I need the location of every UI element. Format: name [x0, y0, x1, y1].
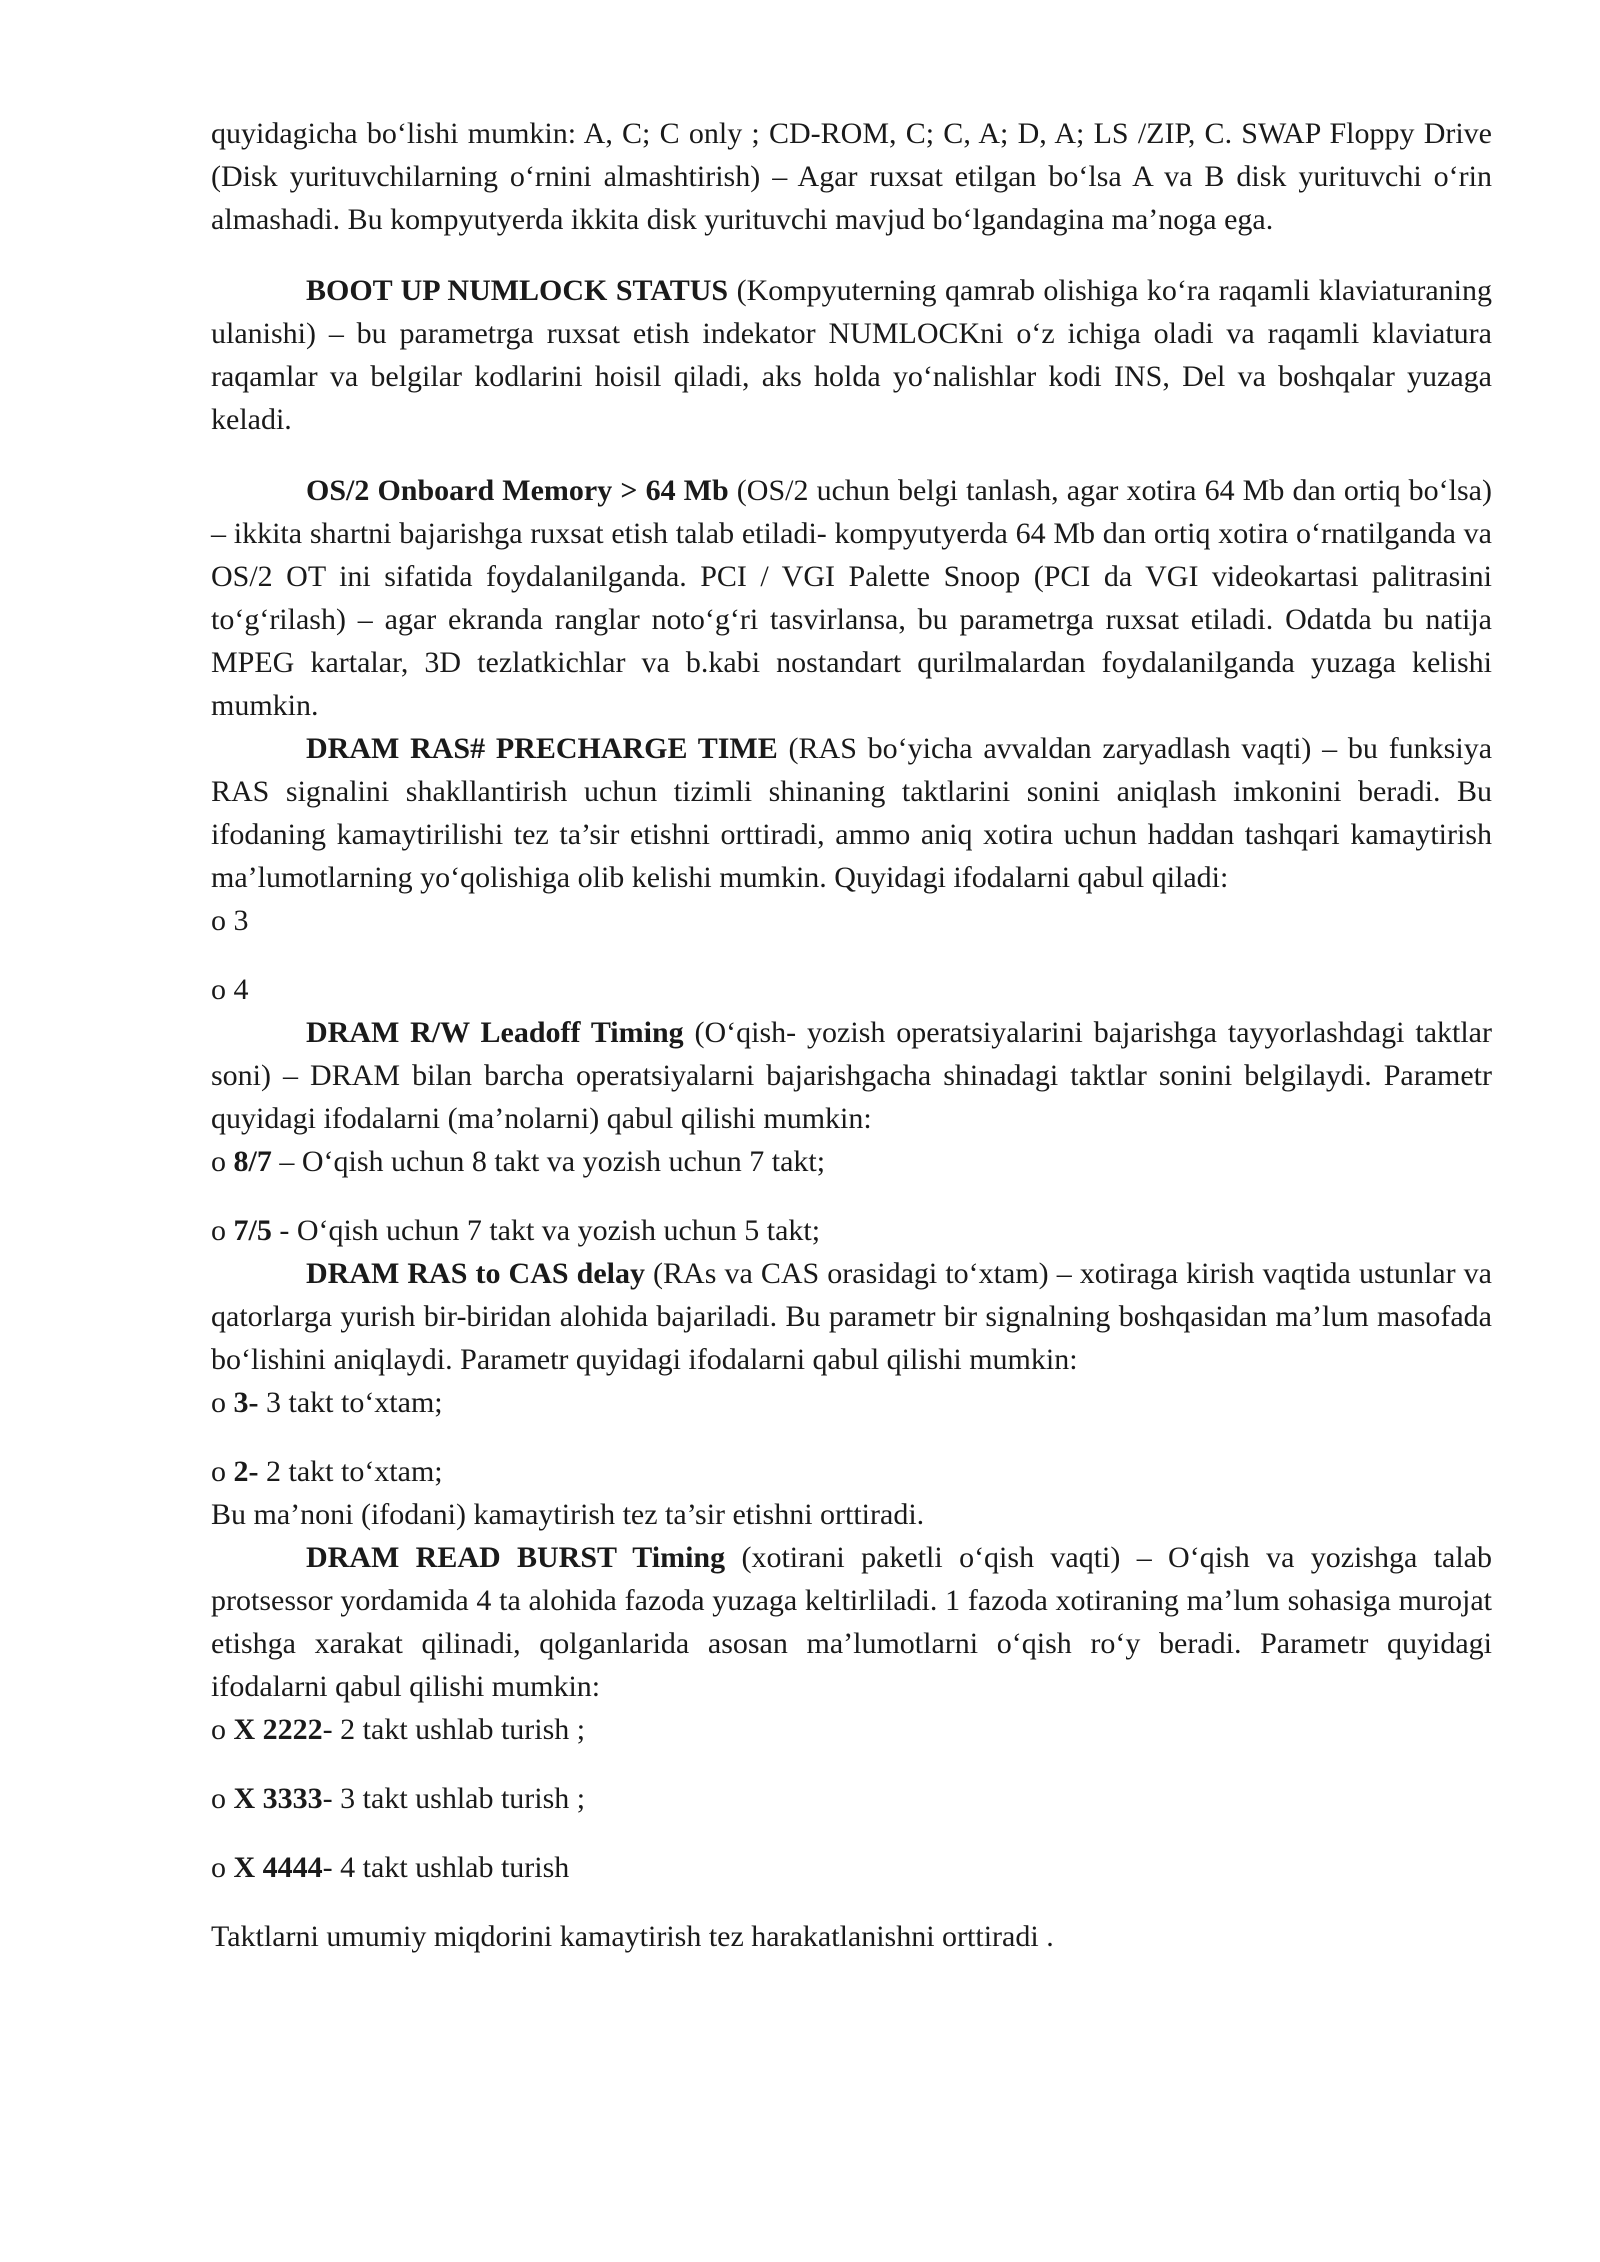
list-item [211, 1450, 1492, 1493]
list-item-value: 8/7 [233, 1145, 272, 1178]
list-item-prefix: o [211, 1145, 234, 1178]
paragraph-text: (O‘qish- yozish operatsiyalarini bajarishga tayyorlashdagi taktlar soni) – DRAM bilan barcha operatsiyalarni bajarishgacha shinadagi taktlar sonini belgilaydi. Parametr quyidagi ifodalarni (ma’nolarni) qabul qilishi mumkin: [211, 1016, 1492, 1135]
list-item-prefix: o [211, 1455, 234, 1488]
list-item [211, 899, 1492, 942]
list-item [211, 1846, 1492, 1889]
list-item [211, 1381, 1492, 1424]
list-item-text: - 4 takt ushlab turish [322, 1851, 570, 1884]
list-item [211, 1777, 1492, 1820]
term-heading: OS/2 Onboard Memory > 64 Mb [306, 474, 729, 507]
term-heading: DRAM RAS# PRECHARGE TIME [306, 732, 778, 765]
list-item-value: X 3333 [233, 1782, 323, 1815]
paragraph-dram-read-burst [211, 1536, 1492, 1708]
paragraph-text: (RAS bo‘yicha avvaldan zaryadlash vaqti) – bu funksiya RAS signalini shakllantirish uchun tizimli shinaning taktlarini sonini aniqlash imkonini beradi. Bu ifodaning kamaytirilishi tez ta’sir etishni orttiradi, ammo aniq xotira uchun haddan tashqari kamaytirish ma’lumotlarning yo‘qolishiga olib kelishi mumkin. Quyidagi ifodalarni qabul qiladi: [211, 732, 1493, 894]
list-item-text: o 3 [211, 904, 249, 937]
paragraph-text: (OS/2 uchun belgi tanlash, agar xotira 64 Mb dan ortiq bo‘lsa) – ikkita shartni bajarishga ruxsat etish talab etiladi- kompyutyerda 64 Mb dan ortiq xotira o‘rnatilganda va OS/2 OT ini sifatida foydalanilganda. PCI / VGI Palette Snoop (PCI da VGI videokartasi palitrasini to‘g‘rilash) – agar ekranda ranglar noto‘g‘ri tasvirlansa, bu parametrga ruxsat etiladi. Odatda bu natija MPEG kartalar, 3D tezlatkichlar va b.kabi nostandart qurilmalardan foydalanilganda yuzaga kelishi mumkin. [211, 474, 1492, 722]
list-item-value: 7/5 [233, 1214, 272, 1247]
paragraph-text: (Kompyuterning qamrab olishiga ko‘ra raqamli klaviaturaning ulanishi) – bu parametrga ruxsat etish indekator NUMLOCKni o‘z ichiga oladi va raqamli klaviatura raqamlar va belgilar kodlarini hoisil qiladi, aks holda yo‘nalishlar kodi INS, Del va boshqalar yuzaga keladi. [211, 274, 1492, 436]
paragraph-note [211, 1493, 1492, 1536]
list-item-text: – O‘qish uchun 8 takt va yozish uchun 7 takt; [271, 1145, 826, 1178]
list-item-text: 2 takt to‘xtam; [258, 1455, 443, 1488]
paragraph-dram-ras-precharge [211, 727, 1492, 899]
list-item [211, 1708, 1492, 1751]
term-heading: DRAM READ BURST Timing [306, 1541, 726, 1574]
list-item-value: 3- [233, 1386, 259, 1419]
list-item-prefix: o [211, 1214, 234, 1247]
paragraph-boot-sequence-cont [211, 112, 1492, 241]
paragraph-dram-rw-leadoff [211, 1011, 1492, 1140]
list-item-text: - 2 takt ushlab turish ; [322, 1713, 586, 1746]
list-item-prefix: o [211, 1713, 234, 1746]
paragraph-os2-memory [211, 469, 1492, 727]
paragraph-conclusion [211, 1915, 1492, 1958]
list-item-prefix: o [211, 1851, 234, 1884]
paragraph-text: (xotirani paketli o‘qish vaqti) – O‘qish va yozishga talab protsessor yordamida 4 ta alohida fazoda yuzaga keltirliladi. 1 fazoda xotiraning ma’lum sohasiga murojat etishga xarakat qilinadi, qolganlarida asosan ma’lumotlarni o‘qish ro‘y beradi. Parametr quyidagi ifodalarni qabul qilishi mumkin: [211, 1541, 1493, 1703]
term-heading: DRAM R/W Leadoff Timing [306, 1016, 684, 1049]
list-item-value: X 2222 [233, 1713, 323, 1746]
list-item-text: o 4 [211, 973, 249, 1006]
list-item-value: 2- [233, 1455, 259, 1488]
list-item [211, 1209, 1492, 1252]
list-item-prefix: o [211, 1782, 234, 1815]
list-item [211, 1140, 1492, 1183]
paragraph-text: (RAs va CAS orasidagi to‘xtam) – xotiraga kirish vaqtida ustunlar va qatorlarga yurish bir-biridan alohida bajariladi. Bu parametr bir signalning boshqasidan ma’lum masofada bo‘lishini aniqlaydi. Parametr quyidagi ifodalarni qabul qilishi mumkin: [211, 1257, 1492, 1376]
list-item-prefix: o [211, 1386, 234, 1419]
paragraph-text: Taktlarni umumiy miqdorini kamaytirish tez harakatlanishni orttiradi . [211, 1920, 1054, 1953]
list-item-text: - 3 takt ushlab turish ; [322, 1782, 586, 1815]
list-item-text: 3 takt to‘xtam; [258, 1386, 443, 1419]
term-heading: BOOT UP NUMLOCK STATUS [306, 274, 729, 307]
term-heading: DRAM RAS to CAS delay [306, 1257, 645, 1290]
paragraph-text: quyidagicha bo‘lishi mumkin: A, C; C only ; CD-ROM, C; C, A; D, A; LS /ZIP, C. SWAP Floppy Drive (Disk yurituvchilarning o‘rnini almashtirish) – Agar ruxsat etilgan bo‘lsa A va B disk yurituvchi o‘rin almashadi. Bu kompyutyerda ikkita disk yurituvchi mavjud bo‘lgandagina ma’noga ega. [211, 117, 1492, 236]
paragraph-boot-up-numlock [211, 269, 1492, 441]
paragraph-text: Bu ma’noni (ifodani) kamaytirish tez ta’sir etishni orttiradi. [211, 1498, 925, 1531]
list-item [211, 968, 1492, 1011]
list-item-text: - O‘qish uchun 7 takt va yozish uchun 5 takt; [271, 1214, 821, 1247]
document-page [211, 112, 1492, 1958]
paragraph-dram-ras-to-cas [211, 1252, 1492, 1381]
list-item-value: X 4444 [233, 1851, 323, 1884]
